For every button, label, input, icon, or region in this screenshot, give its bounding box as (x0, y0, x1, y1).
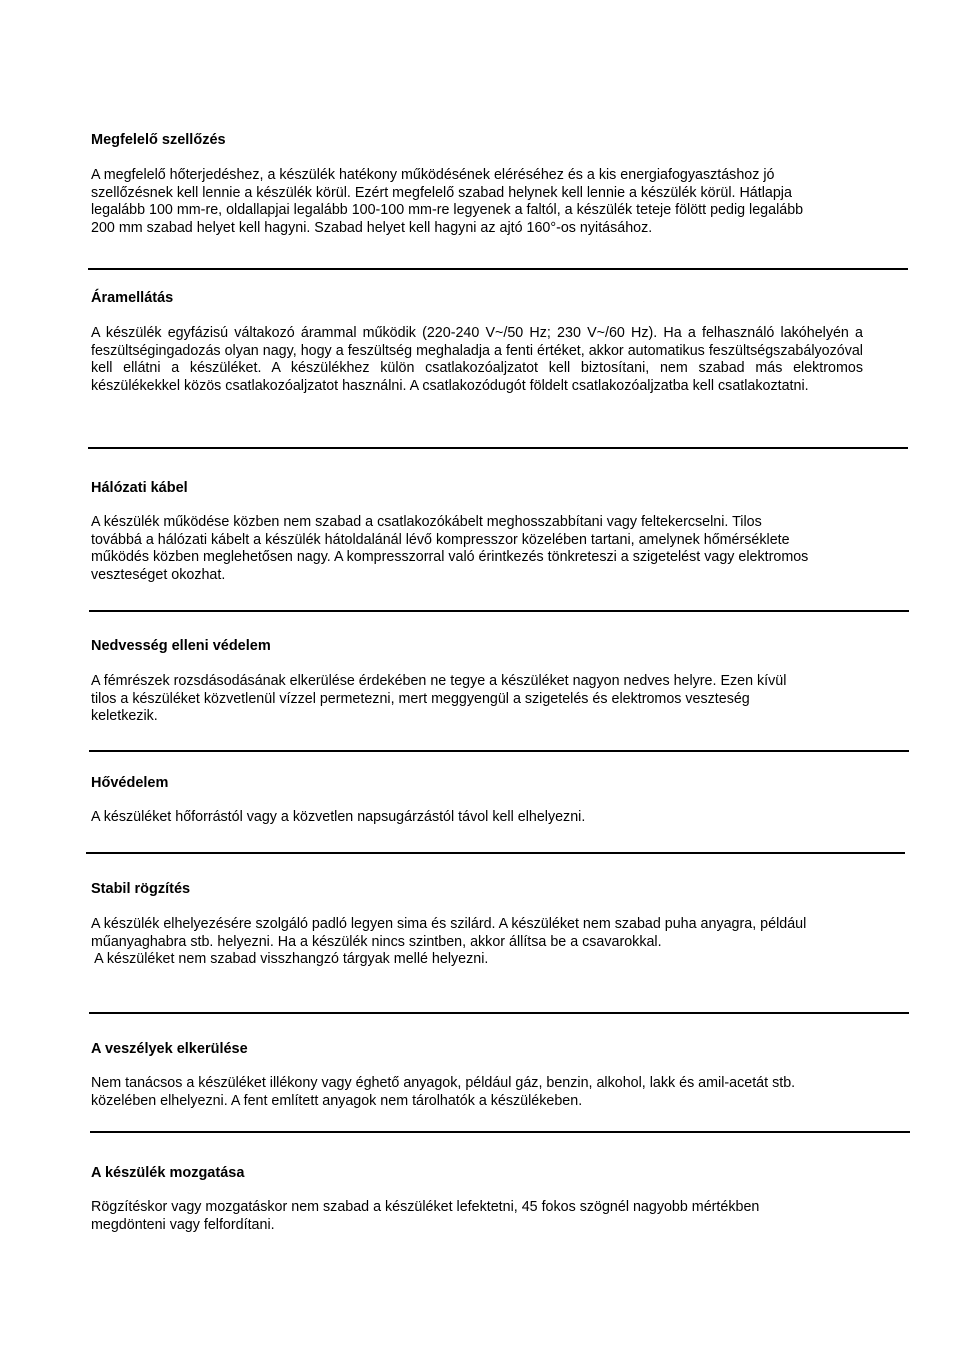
section-text: A megfelelő hőterjedéshez, a készülék hatékony működésének eléréséhez és a kis energiafogyasztáshoz jó szellőzésnek kell lennie a készülék körül. Ezért megfelelő szabad helynek kell lennie a készülék körül. Hátlapja legalább 100 mm-re, oldallapjai legalább 100-100 mm-re legyenek a faltól, a készülék teteje fölött pedig legalább 200 mm szabad helyet kell hagyni. Szabad helyet kell hagyni az ajtó 160°-os nyitásához. (91, 167, 804, 236)
section-text: A fémrészek rozsdásodásának elkerülése érdekében ne tegye a készüléket nagyon nedves helyre. Ezen kívül tilos a készüléket közvetlenül vízzel permetezni, mert meggyengül a szigetelés és elektromos veszteség keletkezik. (91, 673, 787, 725)
section-heading: A veszélyek elkerülése (91, 1041, 248, 1057)
section-power-cable (91, 479, 871, 584)
divider (89, 750, 909, 752)
section-ventilation (91, 131, 871, 237)
section-text: A készülék egyfázisú váltakozó árammal működik (220-240 V~/50 Hz; 230 V~/60 Hz). Ha a felhasználó lakóhelyén a feszültségingadozás olyan nagy, hogy a feszültség meghaladja a fenti értéket, akkor automatikus feszültségszabályozóval kell ellátni a készüléket. A készülékhez külön csatlakozóaljzatot kell biztosítani, nem szabad más elektromos készülékekkel közös csatlakozóaljzatot használni. A csatlakozódugót földelt csatlakozóaljzatba kell csatlakoztatni. (91, 325, 863, 394)
section-moving-device (91, 1164, 871, 1234)
section-heading: Nedvesség elleni védelem (91, 638, 271, 654)
section-heading: Stabil rögzítés (91, 881, 191, 897)
divider (86, 852, 905, 854)
divider (88, 447, 908, 449)
divider (88, 268, 908, 270)
section-heading: Hővédelem (91, 775, 169, 791)
section-heat-protection (91, 774, 871, 827)
section-text: A készüléket hőforrástól vagy a közvetlen napsugárzástól távol kell elhelyezni. (91, 809, 586, 825)
section-text: A készülék működése közben nem szabad a csatlakozókábelt meghosszabbítani vagy feltekercselni. Tilos továbbá a hálózati kábelt a készülék hátoldalánál lévő kompresszor közelében tartani, amelynek hőmérséklete működés közben meglehetősen nagy. A kompresszorral való érintkezés tönkreteszi a szigetelést vagy elektromos veszteséget okozhat. (91, 514, 809, 583)
section-heading: Hálózati kábel (91, 480, 188, 496)
section-power-supply (91, 289, 863, 395)
divider (89, 610, 909, 612)
section-text: Rögzítéskor vagy mozgatáskor nem szabad a készüléket lefektetni, 45 fokos szögnél nagyobb mértékben megdönteni vagy felfordítani. (91, 1199, 760, 1233)
section-stable-mounting (91, 880, 871, 969)
section-moisture-protection (91, 637, 871, 726)
divider (90, 1131, 910, 1133)
section-text: A készülék elhelyezésére szolgáló padló legyen sima és szilárd. A készüléket nem szabad puha anyagra, például műanyaghabra stb. helyezni. Ha a készülék nincs szintben, akkor állítsa be a csavarokkal. A készüléket nem szabad visszhangzó tárgyak mellé helyezni. (91, 916, 807, 968)
divider (89, 1012, 909, 1014)
section-heading: A készülék mozgatása (91, 1165, 245, 1181)
section-text: Nem tanácsos a készüléket illékony vagy éghető anyagok, például gáz, benzin, alkohol, lakk és amil-acetát stb. közelében elhelyezni. A fent említett anyagok nem tárolhatók a készülékeben. (91, 1075, 796, 1109)
section-avoiding-hazards (91, 1040, 871, 1110)
section-heading: Megfelelő szellőzés (91, 132, 226, 148)
section-heading: Áramellátás (91, 290, 174, 306)
